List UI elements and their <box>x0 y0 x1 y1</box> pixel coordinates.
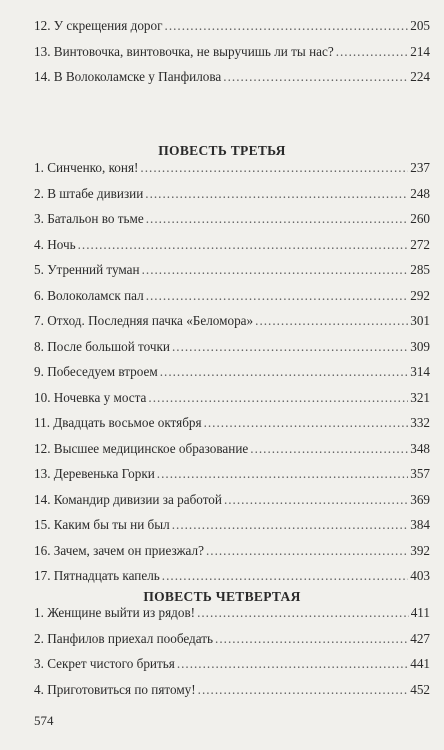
toc-leader-dots <box>160 364 409 380</box>
toc-entry <box>34 543 430 569</box>
toc-entry-title: 16. Зачем, зачем он приезжал? <box>34 542 204 558</box>
toc-entry <box>34 262 430 288</box>
toc-entry-title: 2. Панфилов приехал пообедать <box>34 630 214 646</box>
toc-entry <box>34 415 430 441</box>
toc-leader-dots <box>172 339 408 355</box>
toc-entry <box>34 313 430 339</box>
toc-entry <box>34 441 430 467</box>
toc-leader-dots <box>206 543 408 559</box>
toc-entry-page: 292 <box>410 287 430 303</box>
toc-entry <box>34 186 430 212</box>
toc-entry <box>34 18 430 44</box>
toc-leader-dots <box>204 415 409 431</box>
toc-entry-title: 6. Волоколамск пал <box>34 287 144 303</box>
toc-leader-dots <box>198 682 409 698</box>
toc-leader-dots <box>336 44 409 60</box>
section-heading-three: ПОВЕСТЬ ТРЕТЬЯ <box>158 143 286 158</box>
toc-entry-title: 1. Женщине выйти из рядов! <box>34 605 196 620</box>
toc-entry-page: 369 <box>410 491 430 507</box>
toc-leader-dots <box>177 656 408 672</box>
toc-entry-title: 9. Побеседуем втроем <box>34 364 158 379</box>
toc-entry <box>34 605 430 631</box>
toc-entry-page: 321 <box>410 389 430 405</box>
toc-entry-page: 427 <box>410 630 430 646</box>
toc-entry-title: 12. Высшее медицинское образование <box>34 440 249 456</box>
toc-leader-dots <box>172 517 409 533</box>
toc-entry-title: 13. Деревенька Горки <box>34 466 155 481</box>
toc-entry-title: 11. Двадцать восьмое октября <box>34 415 202 430</box>
toc-entry-title: 17. Пятнадцать капель <box>34 568 160 583</box>
toc-entry <box>34 390 430 416</box>
toc-leader-dots <box>162 568 408 584</box>
toc-entry-page: 314 <box>410 364 430 379</box>
toc-entry-title: 7. Отход. Последняя пачка «Беломора» <box>34 313 254 328</box>
toc-entry-title: 4. Приготовиться по пятому! <box>34 681 196 697</box>
toc-entry-title: 1. Синченко, коня! <box>34 160 139 175</box>
toc-leader-dots <box>165 18 409 34</box>
toc-entry-page: 205 <box>410 18 430 33</box>
toc-entry <box>34 211 430 237</box>
toc-entry-page: 260 <box>410 211 430 226</box>
toc-leader-dots <box>140 160 408 176</box>
section-heading-four: ПОВЕСТЬ ЧЕТВЕРТАЯ <box>143 589 301 604</box>
toc-leader-dots <box>215 631 408 647</box>
toc-entry <box>34 631 430 657</box>
toc-leader-dots <box>78 237 409 253</box>
toc-leader-dots <box>223 69 408 85</box>
toc-leader-dots <box>142 262 409 278</box>
toc-entry <box>34 466 430 492</box>
toc-entry-page: 357 <box>410 466 430 481</box>
toc-entry <box>34 682 430 708</box>
toc-entry-title: 5. Утренний туман <box>34 262 140 277</box>
toc-entry-page: 348 <box>410 440 430 456</box>
toc-entry-page: 309 <box>410 338 430 354</box>
toc-section-three-list <box>34 160 430 594</box>
toc-leader-dots <box>145 186 408 202</box>
toc-top-list <box>34 18 430 95</box>
toc-entry-page: 441 <box>410 656 430 671</box>
toc-entry-title: 14. Командир дивизии за работой <box>34 491 222 507</box>
toc-entry <box>34 237 430 263</box>
toc-entry <box>34 69 430 95</box>
toc-entry-title: 3. Секрет чистого бритья <box>34 656 175 671</box>
toc-entry-page: 248 <box>410 185 430 201</box>
toc-leader-dots <box>157 466 408 482</box>
toc-entry-page: 301 <box>410 313 430 328</box>
toc-entry-page: 285 <box>410 262 430 277</box>
toc-entry-title: 2. В штабе дивизии <box>34 185 144 201</box>
toc-entry-title: 12. У скрещения дорог <box>34 18 163 33</box>
toc-leader-dots <box>224 492 408 508</box>
toc-leader-dots <box>146 288 409 304</box>
toc-entry-page: 411 <box>410 605 430 620</box>
toc-leader-dots <box>148 390 408 406</box>
toc-leader-dots <box>250 441 408 457</box>
toc-leader-dots <box>146 211 409 227</box>
toc-entry-page: 237 <box>410 160 430 175</box>
toc-section-four-list <box>34 605 430 707</box>
toc-entry-title: 4. Ночь <box>34 236 76 252</box>
toc-entry <box>34 364 430 390</box>
toc-entry-title: 10. Ночевка у моста <box>34 389 147 405</box>
toc-entry-page: 332 <box>410 415 430 430</box>
toc-entry-title: 14. В Волоколамске у Панфилова <box>34 69 222 84</box>
toc-entry <box>34 656 430 682</box>
toc-entry <box>34 44 430 70</box>
toc-entry-page: 224 <box>410 69 430 84</box>
toc-entry-page: 403 <box>410 568 430 583</box>
toc-entry-page: 452 <box>410 681 430 697</box>
toc-entry <box>34 339 430 365</box>
toc-entry <box>34 517 430 543</box>
toc-entry-title: 3. Батальон во тьме <box>34 211 144 226</box>
toc-entry-page: 214 <box>410 43 430 59</box>
toc-leader-dots <box>197 605 409 621</box>
toc-entry <box>34 160 430 186</box>
toc-entry-title: 13. Винтовочка, винтовочка, не выручишь ли ты нас? <box>34 43 334 59</box>
toc-entry-page: 384 <box>410 517 430 532</box>
toc-entry-title: 15. Каким бы ты ни был <box>34 517 170 532</box>
toc-entry <box>34 288 430 314</box>
toc-entry-page: 392 <box>410 542 430 558</box>
toc-entry <box>34 492 430 518</box>
page-number: 574 <box>34 713 54 728</box>
toc-entry-page: 272 <box>410 236 430 252</box>
toc-leader-dots <box>255 313 408 329</box>
toc-entry-title: 8. После большой точки <box>34 338 170 354</box>
